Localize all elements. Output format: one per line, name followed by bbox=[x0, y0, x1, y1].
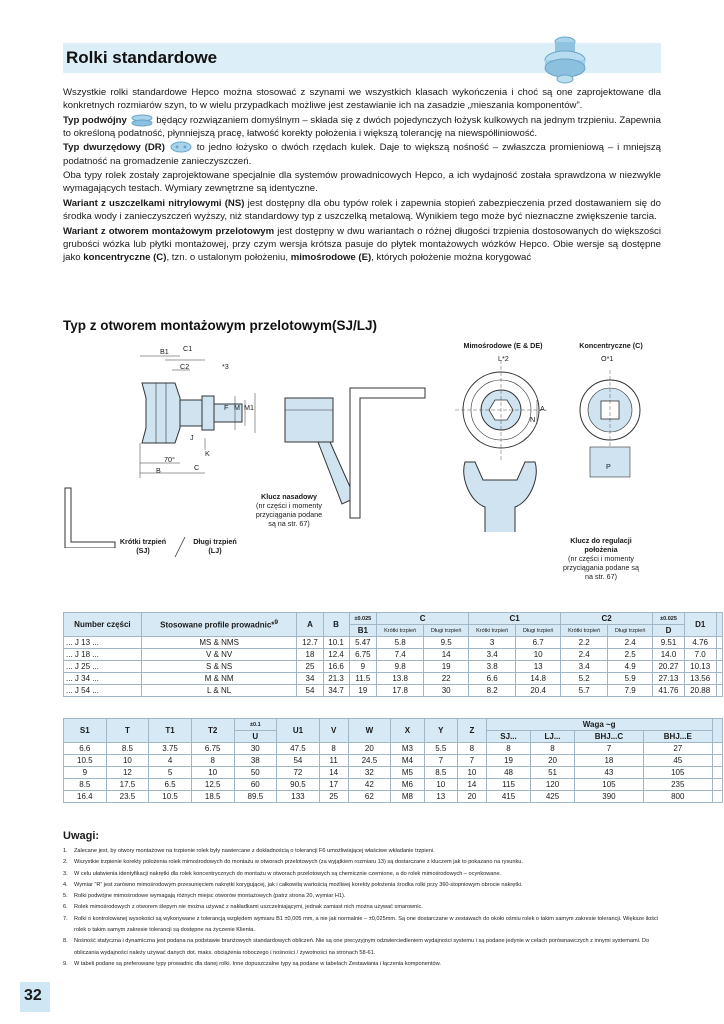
roller-section-drawing bbox=[60, 338, 440, 548]
table-cell: 3.4 bbox=[469, 649, 516, 661]
table-cell: 90.5 bbox=[277, 779, 320, 791]
note-item bbox=[63, 891, 661, 902]
intro-paragraph-3 bbox=[63, 141, 661, 167]
note-number: 9. bbox=[63, 960, 68, 967]
table-cell: 8.5 bbox=[106, 743, 149, 755]
table-cell: 17.5 bbox=[106, 779, 149, 791]
table-cell: 800 bbox=[644, 791, 712, 803]
table-cell: S & NS bbox=[141, 661, 297, 673]
table-cell: 54 bbox=[297, 685, 323, 697]
th-profile-sup: 9 bbox=[274, 619, 279, 627]
table1-body bbox=[64, 637, 723, 697]
socket-key-note: (nr części i momenty przyciągania podane są na str. 67) bbox=[255, 501, 323, 528]
table-cell: 62 bbox=[348, 791, 391, 803]
note-number: 5. bbox=[63, 893, 68, 900]
note-item bbox=[63, 857, 661, 868]
table-cell-empty bbox=[716, 649, 722, 661]
dim-a: A bbox=[540, 404, 545, 413]
table-cell-empty bbox=[712, 791, 723, 803]
table-cell: M4 bbox=[391, 755, 424, 767]
table-row bbox=[64, 685, 723, 697]
table-cell: 12 bbox=[106, 767, 149, 779]
table-cell-empty bbox=[716, 661, 722, 673]
long-pin-label bbox=[180, 537, 250, 555]
through-hole-text-2: , tzn. o ustalonym położeniu, bbox=[166, 251, 291, 263]
table-cell: 23.5 bbox=[106, 791, 149, 803]
intro-text bbox=[63, 86, 661, 265]
table-cell: 10.5 bbox=[149, 791, 192, 803]
eccentric-title-text: Mimośrodowe (E & DE) bbox=[463, 341, 543, 350]
dim-f: F bbox=[224, 403, 229, 412]
note-item bbox=[63, 936, 661, 959]
table-cell: 9 bbox=[64, 767, 107, 779]
table-cell: 38 bbox=[234, 755, 277, 767]
dim-o1: O*1 bbox=[601, 354, 614, 363]
table-cell: 6.5 bbox=[149, 779, 192, 791]
th-s1: S1 bbox=[64, 719, 107, 743]
note-item bbox=[63, 914, 661, 937]
table-cell: 10 bbox=[106, 755, 149, 767]
table-cell: 32 bbox=[348, 767, 391, 779]
table-cell: 10 bbox=[458, 767, 487, 779]
th-v: V bbox=[319, 719, 348, 743]
table-cell: 14 bbox=[458, 779, 487, 791]
table-cell: 8 bbox=[319, 743, 348, 755]
adjust-key-title: Klucz do regulacji położenia bbox=[570, 536, 632, 554]
th-c2-short: Krótki trzpień bbox=[561, 625, 608, 637]
table-cell: 60 bbox=[234, 779, 277, 791]
th-c2-long: Długi trzpień bbox=[608, 625, 653, 637]
table-cell: 5.7 bbox=[561, 685, 608, 697]
table-cell: 6.6 bbox=[64, 743, 107, 755]
table-cell: 120 bbox=[531, 779, 575, 791]
intro-paragraph-4: Oba typy rolek zostały zaprojektowane specjalnie dla systemów prowadnicowych Hepco, a ich wydajność została sprawdzona w niezwykle wymagających testach. Wymiary zewnętrzne są identyczne. bbox=[63, 170, 661, 195]
table-cell: 9 bbox=[349, 661, 377, 673]
th-b1-tol: ±0.025 bbox=[349, 613, 377, 625]
dim-c2: C2 bbox=[180, 362, 190, 371]
table-cell: 21.3 bbox=[323, 673, 349, 685]
table-cell: ... J 13 ... bbox=[64, 637, 142, 649]
note-text: Rolek mimośrodowych z otworem ślepym nie można używać z nakładkami uszczelniającymi, jednak zamiast nich można używać smarownic. bbox=[74, 904, 423, 911]
table-cell: 7 bbox=[458, 755, 487, 767]
table-cell: 18 bbox=[297, 649, 323, 661]
table-cell: 133 bbox=[277, 791, 320, 803]
note-number: 2. bbox=[63, 859, 68, 866]
table-cell: 6.6 bbox=[469, 673, 516, 685]
table-cell: 4.76 bbox=[684, 637, 716, 649]
table-cell: 12.7 bbox=[297, 637, 323, 649]
table-cell: M3 bbox=[391, 743, 424, 755]
dim-angle: 70° bbox=[164, 455, 175, 464]
table-cell: 45 bbox=[644, 755, 712, 767]
table-cell: 7 bbox=[424, 755, 457, 767]
table-cell: 8 bbox=[191, 755, 234, 767]
short-pin-label bbox=[108, 537, 178, 555]
table-cell: 3 bbox=[469, 637, 516, 649]
table-cell-empty bbox=[716, 673, 722, 685]
table-cell-empty bbox=[712, 779, 723, 791]
table-cell: 5.47 bbox=[349, 637, 377, 649]
table-cell: 5 bbox=[149, 767, 192, 779]
table-cell: 20.4 bbox=[516, 685, 561, 697]
th-c: C bbox=[377, 613, 469, 625]
intro-paragraph-5 bbox=[63, 197, 661, 223]
table-cell: 16.6 bbox=[323, 661, 349, 673]
note-text: Zalecane jest, by otwory montażowe na trzpienie rolek były nawiercane z dokładnością o tolerancji F6 umożliwiającej właściwe wkładanie trzpieni. bbox=[74, 848, 435, 854]
table-cell: 9.8 bbox=[377, 661, 424, 673]
through-hole-label: Wariant z otworem montażowym przelotowym bbox=[63, 225, 275, 237]
note-number: 6. bbox=[63, 904, 68, 911]
th-number: Number części bbox=[64, 613, 142, 637]
table-cell: 5.8 bbox=[377, 637, 424, 649]
table-cell: 30 bbox=[424, 685, 469, 697]
table-cell: 7.0 bbox=[684, 649, 716, 661]
th-x: X bbox=[391, 719, 424, 743]
note-text: Wszystkie trzpienie korekty położenia rolek mimośrodowych do montażu w otworach przelotowych (za wyjątkiem rozmiaru 13) są dostarczane z kluczem jak to pokazano na rysunku. bbox=[74, 859, 523, 866]
table-cell: 8 bbox=[531, 743, 575, 755]
table-cell: M6 bbox=[391, 779, 424, 791]
table-cell: 12.5 bbox=[191, 779, 234, 791]
th-lj: LJ... bbox=[531, 731, 575, 743]
dim-m1: M1 bbox=[244, 403, 254, 412]
table-cell-empty bbox=[716, 637, 722, 649]
table-cell: M8 bbox=[391, 791, 424, 803]
table-cell: 8.5 bbox=[64, 779, 107, 791]
table-cell: 10 bbox=[424, 779, 457, 791]
dim-m: M bbox=[234, 403, 240, 412]
table-cell: 3.4 bbox=[561, 661, 608, 673]
table-cell: 8 bbox=[486, 743, 530, 755]
table-cell: 47.5 bbox=[277, 743, 320, 755]
table-cell: 2.5 bbox=[608, 649, 653, 661]
dim-b1: B1 bbox=[160, 347, 169, 356]
dim-j: J bbox=[190, 433, 194, 442]
table-cell: 14.0 bbox=[653, 649, 685, 661]
ns-variant-text: jest dostępny dla obu typów rolek i zapewnia stopień zabezpieczenia przed dostawaniem się do środka wody i zanieczyszczeń wyższy, niż standardowy typ z uszczelką metalową. Wynikiem tego może być nieznaczne zwiększenie tarcia. bbox=[63, 197, 661, 222]
th-c1: C1 bbox=[469, 613, 561, 625]
dim-c: C bbox=[194, 463, 200, 472]
th-profile-text: Stosowane profile prowadnic* bbox=[160, 620, 275, 630]
intro-paragraph-6 bbox=[63, 225, 661, 264]
note-text: W celu ułatwienia identyfikacji nakrętki dla rolek koncentrycznych do montażu w otworach przelotowych są chemicznie czernione, a do rolek mimośrodowych – ocynkowane. bbox=[74, 870, 502, 877]
table-cell: 105 bbox=[644, 767, 712, 779]
note-text: W tabeli podane są preferowane typy prowadnic dla danej rolki. Inne dopuszczalne typy są podane w tabelach Zestawiania i łączenia komponentów. bbox=[74, 960, 441, 967]
dim-k: K bbox=[205, 449, 210, 458]
table-cell: 19 bbox=[486, 755, 530, 767]
table-cell: 17.8 bbox=[377, 685, 424, 697]
table-row bbox=[64, 779, 723, 791]
table-cell: 5.2 bbox=[561, 673, 608, 685]
table-cell: 54 bbox=[277, 755, 320, 767]
table-cell: 14.8 bbox=[516, 673, 561, 685]
intro-paragraph-1: Wszystkie rolki standardowe Hepco można stosować z szynami we wszystkich klasach wykończenia i choć są one zaprojektowane dla konkretnych rozmiarów szyn, to w wielu przypadkach możliwe jest zestawianie ich na zasadzie „mieszania komponentów”. bbox=[63, 87, 661, 112]
table-cell-empty bbox=[712, 767, 723, 779]
through-hole-text: jest dostępny w dwu wariantach o różnej długości trzpienia dostosowanych do większości grubości wózka lub płytki montażowej, przy czym wersja krótsza pasuje do płytek montażowych wózków Hepco. Obie wersje są dostępne jako bbox=[63, 225, 661, 263]
table-cell: 6.75 bbox=[191, 743, 234, 755]
page-title: Rolki standardowe bbox=[66, 48, 218, 67]
dim-p: P bbox=[606, 462, 611, 471]
table-cell-empty bbox=[716, 685, 722, 697]
table-row bbox=[64, 743, 723, 755]
table-cell: ... J 34 ... bbox=[64, 673, 142, 685]
table-cell: 10.13 bbox=[684, 661, 716, 673]
th-u: U bbox=[234, 731, 277, 743]
table-row bbox=[64, 755, 723, 767]
th-empty-2 bbox=[712, 719, 723, 743]
note-text: Nośność statyczna i dynamiczna jest podana na podstawie branżowych standardowych obliczeń. Nie są one precyzyjnym odzwierciedleniem wydajności systemu i są podane jedynie w celach porównawczych z innymi systemami. Do obliczania wydajności należy używać danych dot. maks. obciążenia roboczego i nośności / żywotności na stronach 58-61. bbox=[74, 938, 650, 956]
table-row bbox=[64, 673, 723, 685]
table-cell: 235 bbox=[644, 779, 712, 791]
note-text: Wymiar “R” jest zarówno mimośrodowym przesunięciem nakrętki korygującej, jak i całkowitą wartością możliwej korekty położenia środka rolki przy 360-stopniowym obrocie nakrętki. bbox=[74, 881, 523, 888]
eccentric-label: mimośrodowe (E) bbox=[290, 251, 372, 263]
socket-key-title: Klucz nasadowy bbox=[261, 492, 317, 501]
dim-l2: L*2 bbox=[498, 354, 509, 363]
table-row bbox=[64, 649, 723, 661]
table-row bbox=[64, 791, 723, 803]
table-cell: 10 bbox=[191, 767, 234, 779]
table-cell: 3.75 bbox=[149, 743, 192, 755]
note-number: 8. bbox=[63, 938, 68, 945]
table-cell: 34.7 bbox=[323, 685, 349, 697]
socket-key-label bbox=[253, 492, 325, 528]
table-cell: 42 bbox=[348, 779, 391, 791]
long-pin-code: (LJ) bbox=[208, 546, 222, 555]
table-cell: ... J 18 ... bbox=[64, 649, 142, 661]
concentric-label: koncentryczne (C) bbox=[83, 251, 167, 263]
table-cell: 425 bbox=[531, 791, 575, 803]
th-z: Z bbox=[458, 719, 487, 743]
table2-header-row-1 bbox=[64, 719, 723, 731]
table-cell: ... J 54 ... bbox=[64, 685, 142, 697]
table-cell: 10.1 bbox=[323, 637, 349, 649]
note-text: Rolki podwójne mimośrodowe wymagają różnych miejsc otworów montażowych (patrz strona 20, wymiar H1). bbox=[74, 893, 346, 900]
table-cell-empty bbox=[712, 755, 723, 767]
th-b1: B1 bbox=[349, 625, 377, 637]
ns-variant-label: Wariant z uszczelkami nitrylowymi (NS) bbox=[63, 197, 245, 209]
table-cell: 9.5 bbox=[424, 637, 469, 649]
dim-c1: C1 bbox=[183, 344, 193, 353]
table-cell: 6.75 bbox=[349, 649, 377, 661]
table-cell: 27.13 bbox=[653, 673, 685, 685]
notes-list bbox=[63, 846, 661, 970]
table-cell: 41.76 bbox=[653, 685, 685, 697]
th-d-tol: ±0.025 bbox=[653, 613, 685, 625]
table-cell: 13.56 bbox=[684, 673, 716, 685]
table-row bbox=[64, 767, 723, 779]
table-cell: 19 bbox=[424, 661, 469, 673]
th-d: D bbox=[653, 625, 685, 637]
table-cell: V & NV bbox=[141, 649, 297, 661]
th-c1-long: Długi trzpień bbox=[516, 625, 561, 637]
table-cell: 17 bbox=[319, 779, 348, 791]
concentric-title-text: Koncentryczne (C) bbox=[579, 341, 643, 350]
table-cell: 20 bbox=[348, 743, 391, 755]
table-cell: L & NL bbox=[141, 685, 297, 697]
table-cell: 13 bbox=[424, 791, 457, 803]
th-u1: U1 bbox=[277, 719, 320, 743]
long-pin-title: Długi trzpień bbox=[193, 537, 237, 546]
note-item bbox=[63, 902, 661, 913]
dr-type-text: to jedno łożysko o dwóch rzędach kulek. Daje to większą nośność – zwłaszcza promieniową – i mniejszą podatność na gromadzenie zanieczyszczeń. bbox=[63, 142, 661, 167]
concentric-title bbox=[566, 341, 656, 350]
table-cell: 25 bbox=[297, 661, 323, 673]
th-empty bbox=[716, 613, 722, 637]
table-cell: 8.5 bbox=[424, 767, 457, 779]
table-cell: 30 bbox=[234, 743, 277, 755]
table-cell: 390 bbox=[574, 791, 643, 803]
th-c2: C2 bbox=[561, 613, 653, 625]
th-profile bbox=[141, 613, 297, 637]
double-roller-icon bbox=[130, 114, 154, 127]
table-cell: 51 bbox=[531, 767, 575, 779]
th-t: T bbox=[106, 719, 149, 743]
note-item bbox=[63, 959, 661, 970]
table-cell: 20 bbox=[458, 791, 487, 803]
table-cell: 16.4 bbox=[64, 791, 107, 803]
table-cell: 20.88 bbox=[684, 685, 716, 697]
note-number: 4. bbox=[63, 881, 68, 888]
table-cell: 10.5 bbox=[64, 755, 107, 767]
table-cell: 24.5 bbox=[348, 755, 391, 767]
table-cell: 13.8 bbox=[377, 673, 424, 685]
table-cell: 12.4 bbox=[323, 649, 349, 661]
note-number: 1. bbox=[63, 848, 68, 854]
dimensions-table-1 bbox=[63, 612, 723, 697]
adjust-key-label bbox=[560, 536, 642, 581]
table-cell: 7.4 bbox=[377, 649, 424, 661]
table-cell: 9.51 bbox=[653, 637, 685, 649]
through-hole-text-3: , których położenie można korygować bbox=[371, 251, 532, 263]
double-type-text: będący rozwiązaniem domyślnym – składa się z dwóch pojedynczych łożysk kulkowych na jednym trzpieniu. Zapewnia to określoną podatność, płynniejszą pracę, łatwość korekty położenia i większą tolerancję na niewspółliniowość. bbox=[63, 114, 662, 139]
th-bhjc: BHJ...C bbox=[574, 731, 643, 743]
th-c1-short: Krótki trzpień bbox=[469, 625, 516, 637]
table-cell: ... J 25 ... bbox=[64, 661, 142, 673]
table2-body bbox=[64, 743, 723, 803]
table-cell: 5.9 bbox=[608, 673, 653, 685]
dimensions-table-2 bbox=[63, 718, 723, 803]
th-bhje: BHJ...E bbox=[644, 731, 712, 743]
table-cell: M & NM bbox=[141, 673, 297, 685]
table-cell: 7.9 bbox=[608, 685, 653, 697]
th-c-long: Długi trzpień bbox=[424, 625, 469, 637]
table-cell: 25 bbox=[319, 791, 348, 803]
table-cell: 18 bbox=[574, 755, 643, 767]
th-d1: D1 bbox=[684, 613, 716, 637]
short-pin-title: Krótki trzpień bbox=[119, 537, 167, 546]
table-row bbox=[64, 661, 723, 673]
adjust-key-note: (nr części i momenty przyciągania podane są na str. 67) bbox=[563, 554, 639, 581]
roller-photo-icon bbox=[540, 30, 590, 85]
th-w: W bbox=[348, 719, 391, 743]
notes-title: Uwagi: bbox=[63, 830, 100, 842]
table-cell: 2.4 bbox=[561, 649, 608, 661]
table-cell: 10 bbox=[516, 649, 561, 661]
table-cell: 11.5 bbox=[349, 673, 377, 685]
note-text: Rolki o kontrolowanej wysokości są wykonywane z tolerancją względem wymiaru B1 ±0,005 mm, a nie jak normalnie – ±0,025mm. Są one dostarczane w zestawach do około ośmiu rolek o takim samym zakresie tolerancji. Większe ilości rolek o takim samym zakresie tolerancji są dostępne na życzenie Klienta. bbox=[74, 915, 659, 934]
table-cell: 7 bbox=[574, 743, 643, 755]
table-cell: MS & NMS bbox=[141, 637, 297, 649]
note-item bbox=[63, 869, 661, 880]
th-c-short: Krótki trzpień bbox=[377, 625, 424, 637]
th-y: Y bbox=[424, 719, 457, 743]
th-t1: T1 bbox=[149, 719, 192, 743]
double-type-label: Typ podwójny bbox=[63, 114, 127, 126]
th-b: B bbox=[323, 613, 349, 637]
section-title: Typ z otworem montażowym przelotowym(SJ/LJ) bbox=[63, 318, 378, 333]
table-cell: 115 bbox=[486, 779, 530, 791]
page-number: 32 bbox=[24, 987, 42, 1004]
note-number: 3. bbox=[63, 870, 68, 877]
table-cell: 2.4 bbox=[608, 637, 653, 649]
table1-header-row-1 bbox=[64, 613, 723, 625]
table-cell: 72 bbox=[277, 767, 320, 779]
table-cell: 50 bbox=[234, 767, 277, 779]
table-cell: 20.27 bbox=[653, 661, 685, 673]
table-cell: 8.2 bbox=[469, 685, 516, 697]
dr-roller-icon bbox=[169, 141, 193, 154]
table-cell: 4 bbox=[149, 755, 192, 767]
table-cell: 11 bbox=[319, 755, 348, 767]
table-cell: 105 bbox=[574, 779, 643, 791]
dim-b: B bbox=[156, 466, 161, 475]
table-cell: 34 bbox=[297, 673, 323, 685]
table-cell: M5 bbox=[391, 767, 424, 779]
note-item bbox=[63, 880, 661, 891]
table-cell: 3.8 bbox=[469, 661, 516, 673]
table-cell: 13 bbox=[516, 661, 561, 673]
dr-type-label: Typ dwurzędowy (DR) bbox=[63, 142, 165, 154]
table-cell: 8 bbox=[458, 743, 487, 755]
th-t2: T2 bbox=[191, 719, 234, 743]
note-number: 7. bbox=[63, 915, 68, 922]
table-cell: 415 bbox=[486, 791, 530, 803]
table-cell: 48 bbox=[486, 767, 530, 779]
table-cell-empty bbox=[712, 743, 723, 755]
note-item bbox=[63, 846, 661, 857]
th-u-tol: ±0.1 bbox=[234, 719, 277, 731]
table-cell: 18.5 bbox=[191, 791, 234, 803]
table-cell: 5.5 bbox=[424, 743, 457, 755]
table-cell: 43 bbox=[574, 767, 643, 779]
table-cell: 89.5 bbox=[234, 791, 277, 803]
eccentric-title bbox=[448, 341, 558, 350]
table-cell: 4.9 bbox=[608, 661, 653, 673]
table-cell: 14 bbox=[424, 649, 469, 661]
table-cell: 2.2 bbox=[561, 637, 608, 649]
intro-paragraph-2 bbox=[63, 114, 661, 140]
table-cell: 6.7 bbox=[516, 637, 561, 649]
table-cell: 19 bbox=[349, 685, 377, 697]
dim-star3: *3 bbox=[222, 362, 229, 371]
table-cell: 27 bbox=[644, 743, 712, 755]
table-cell: 20 bbox=[531, 755, 575, 767]
th-sj: SJ... bbox=[486, 731, 530, 743]
table-cell: 14 bbox=[319, 767, 348, 779]
end-views-drawing bbox=[455, 352, 665, 532]
th-weight: Waga ~g bbox=[486, 719, 712, 731]
short-pin-code: (SJ) bbox=[136, 546, 150, 555]
table-cell: 22 bbox=[424, 673, 469, 685]
table-row bbox=[64, 637, 723, 649]
dim-n: N bbox=[530, 415, 536, 424]
th-a: A bbox=[297, 613, 323, 637]
